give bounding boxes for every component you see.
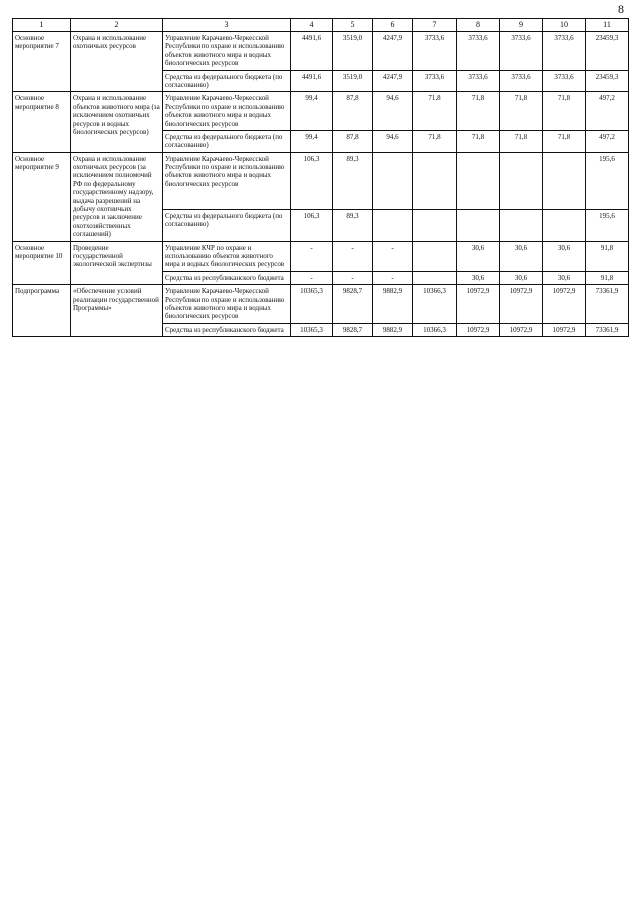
amount-cell: 3519,0 bbox=[333, 70, 373, 92]
amount-cell: 3519,0 bbox=[333, 32, 373, 71]
amount-cell: 10366,3 bbox=[413, 323, 457, 336]
amount-cell: 89,3 bbox=[333, 209, 373, 241]
amount-cell: 94,6 bbox=[373, 130, 413, 152]
funding-source-cell: Управление Карачаево-Черкесской Республики по охране и использованию объектов животного мира и водных биологических ресурсов bbox=[163, 92, 291, 131]
funding-source-cell: Средства из республиканского бюджета bbox=[163, 271, 291, 284]
amount-cell: 106,3 bbox=[291, 152, 333, 209]
amount-cell: 3733,6 bbox=[543, 70, 586, 92]
column-number: 3 bbox=[163, 19, 291, 32]
column-number: 9 bbox=[500, 19, 543, 32]
program-level-cell: Подпрограмма bbox=[13, 285, 71, 337]
amount-cell: 10972,9 bbox=[500, 323, 543, 336]
activity-name-cell: «Обеспечение условий реализации государственной Программы» bbox=[71, 285, 163, 337]
column-number: 8 bbox=[457, 19, 500, 32]
amount-cell: 3733,6 bbox=[543, 32, 586, 71]
page-number: 8 bbox=[618, 2, 624, 16]
amount-cell bbox=[413, 271, 457, 284]
amount-cell: 71,8 bbox=[500, 130, 543, 152]
table-row bbox=[13, 92, 629, 131]
amount-cell: 4491,6 bbox=[291, 32, 333, 71]
amount-cell: 71,8 bbox=[500, 92, 543, 131]
amount-cell: 71,8 bbox=[413, 92, 457, 131]
amount-cell: 71,8 bbox=[413, 130, 457, 152]
amount-cell: 30,6 bbox=[457, 271, 500, 284]
amount-cell: 23459,3 bbox=[586, 32, 629, 71]
amount-cell: 497,2 bbox=[586, 130, 629, 152]
amount-cell: 87,8 bbox=[333, 130, 373, 152]
table-body bbox=[13, 19, 629, 337]
amount-cell: 10972,9 bbox=[457, 285, 500, 324]
amount-cell: 9828,7 bbox=[333, 323, 373, 336]
amount-cell bbox=[373, 209, 413, 241]
amount-cell: 23459,3 bbox=[586, 70, 629, 92]
column-number: 4 bbox=[291, 19, 333, 32]
amount-cell: - bbox=[333, 241, 373, 271]
amount-cell: 9828,7 bbox=[333, 285, 373, 324]
amount-cell: 9882,9 bbox=[373, 285, 413, 324]
budget-table-container bbox=[12, 18, 628, 900]
table-row bbox=[13, 285, 629, 324]
activity-name-cell: Охрана и использование охотничьих ресурсов (за исключением полномочий РФ по федеральному государственному надзору, выдача разрешений на добычу охотничьих ресурсов и заключение охотхозяйственных соглашений) bbox=[71, 152, 163, 241]
column-number: 2 bbox=[71, 19, 163, 32]
column-number-row bbox=[13, 19, 629, 32]
amount-cell bbox=[543, 209, 586, 241]
amount-cell bbox=[500, 152, 543, 209]
amount-cell: 9882,9 bbox=[373, 323, 413, 336]
amount-cell: 99,4 bbox=[291, 92, 333, 131]
amount-cell: 106,3 bbox=[291, 209, 333, 241]
amount-cell: 87,8 bbox=[333, 92, 373, 131]
amount-cell: 30,6 bbox=[457, 241, 500, 271]
amount-cell: 4247,9 bbox=[373, 70, 413, 92]
amount-cell: 3733,6 bbox=[457, 70, 500, 92]
amount-cell: 91,8 bbox=[586, 241, 629, 271]
funding-source-cell: Средства из республиканского бюджета bbox=[163, 323, 291, 336]
program-level-cell: Основное мероприятие 7 bbox=[13, 32, 71, 92]
amount-cell: 4491,6 bbox=[291, 70, 333, 92]
amount-cell bbox=[413, 209, 457, 241]
activity-name-cell: Охрана и использование охотничьих ресурсов bbox=[71, 32, 163, 92]
amount-cell: - bbox=[373, 241, 413, 271]
funding-source-cell: Управление Карачаево-Черкесской Республики по охране и использованию объектов животного мира и водных биологических ресурсов bbox=[163, 32, 291, 71]
column-number: 6 bbox=[373, 19, 413, 32]
table-row bbox=[13, 32, 629, 71]
amount-cell: - bbox=[291, 271, 333, 284]
funding-source-cell: Управление Карачаево-Черкесской Республики по охране и использованию объектов животного мира и водных биологических ресурсов bbox=[163, 152, 291, 209]
amount-cell: 30,6 bbox=[500, 271, 543, 284]
amount-cell: 91,8 bbox=[586, 271, 629, 284]
amount-cell: 10972,9 bbox=[543, 285, 586, 324]
amount-cell: 10365,3 bbox=[291, 323, 333, 336]
amount-cell: 30,6 bbox=[500, 241, 543, 271]
amount-cell: 3733,6 bbox=[413, 70, 457, 92]
amount-cell: 71,8 bbox=[543, 92, 586, 131]
amount-cell: 195,6 bbox=[586, 209, 629, 241]
funding-source-cell: Средства из федерального бюджета (по согласованию) bbox=[163, 209, 291, 241]
amount-cell: 3733,6 bbox=[413, 32, 457, 71]
amount-cell: - bbox=[291, 241, 333, 271]
program-level-cell: Основное мероприятие 8 bbox=[13, 92, 71, 152]
amount-cell: 3733,6 bbox=[500, 70, 543, 92]
funding-source-cell: Управление КЧР по охране и использованию объектов животного мира и водных биологических ресурсов bbox=[163, 241, 291, 271]
amount-cell bbox=[373, 152, 413, 209]
funding-source-cell: Средства из федерального бюджета (по согласованию) bbox=[163, 130, 291, 152]
program-level-cell: Основное мероприятие 9 bbox=[13, 152, 71, 241]
amount-cell: - bbox=[373, 271, 413, 284]
amount-cell bbox=[457, 209, 500, 241]
amount-cell: 3733,6 bbox=[457, 32, 500, 71]
amount-cell: 73361,9 bbox=[586, 323, 629, 336]
amount-cell: 3733,6 bbox=[500, 32, 543, 71]
amount-cell: - bbox=[333, 271, 373, 284]
program-level-cell: Основное мероприятие 10 bbox=[13, 241, 71, 285]
amount-cell bbox=[457, 152, 500, 209]
amount-cell: 10972,9 bbox=[543, 323, 586, 336]
column-number: 1 bbox=[13, 19, 71, 32]
table-row bbox=[13, 152, 629, 209]
amount-cell: 10972,9 bbox=[500, 285, 543, 324]
funding-source-cell: Средства из федерального бюджета (по согласованию) bbox=[163, 70, 291, 92]
activity-name-cell: Проведение государственной экологической экспертизы bbox=[71, 241, 163, 285]
amount-cell: 4247,9 bbox=[373, 32, 413, 71]
budget-table bbox=[12, 18, 629, 337]
amount-cell bbox=[413, 241, 457, 271]
amount-cell: 71,8 bbox=[457, 92, 500, 131]
amount-cell: 30,6 bbox=[543, 241, 586, 271]
amount-cell: 30,6 bbox=[543, 271, 586, 284]
funding-source-cell: Управление Карачаево-Черкесской Республики по охране и использованию объектов животного мира и водных биологических ресурсов bbox=[163, 285, 291, 324]
amount-cell: 497,2 bbox=[586, 92, 629, 131]
amount-cell: 71,8 bbox=[543, 130, 586, 152]
amount-cell: 99,4 bbox=[291, 130, 333, 152]
column-number: 5 bbox=[333, 19, 373, 32]
column-number: 11 bbox=[586, 19, 629, 32]
column-number: 10 bbox=[543, 19, 586, 32]
amount-cell: 195,6 bbox=[586, 152, 629, 209]
amount-cell bbox=[413, 152, 457, 209]
amount-cell: 73361,9 bbox=[586, 285, 629, 324]
column-number: 7 bbox=[413, 19, 457, 32]
amount-cell: 10365,3 bbox=[291, 285, 333, 324]
amount-cell: 71,8 bbox=[457, 130, 500, 152]
activity-name-cell: Охрана и использование объектов животного мира (за исключением охотничьих ресурсов и водных биологических ресурсов) bbox=[71, 92, 163, 152]
table-row bbox=[13, 241, 629, 271]
amount-cell bbox=[543, 152, 586, 209]
amount-cell: 94,6 bbox=[373, 92, 413, 131]
amount-cell: 10366,3 bbox=[413, 285, 457, 324]
amount-cell: 89,3 bbox=[333, 152, 373, 209]
amount-cell: 10972,9 bbox=[457, 323, 500, 336]
amount-cell bbox=[500, 209, 543, 241]
